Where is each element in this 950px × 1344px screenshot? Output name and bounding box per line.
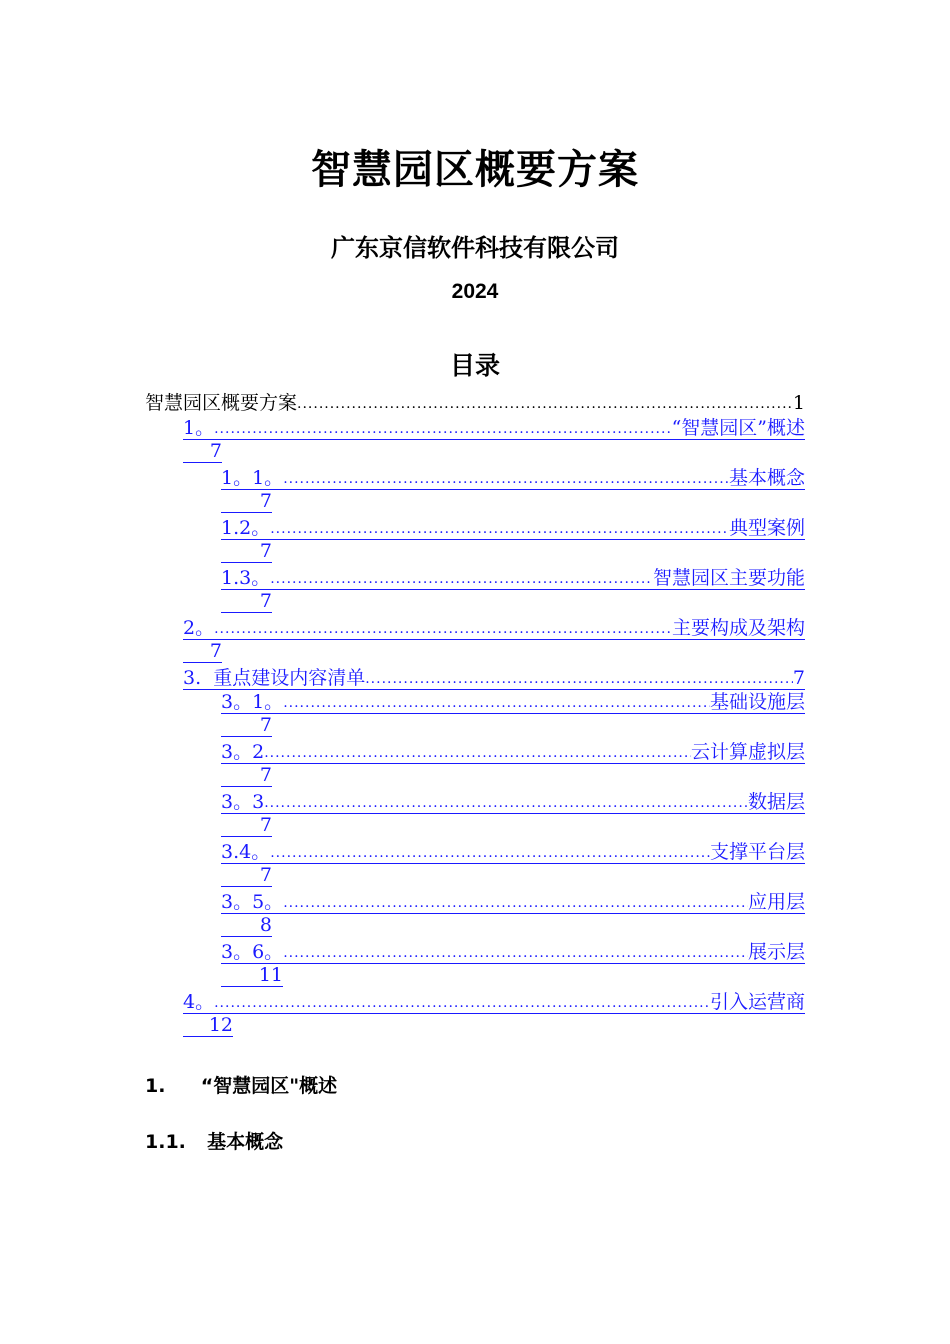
toc-entry-3-2-page[interactable]: 7 — [221, 764, 272, 787]
toc-leader — [270, 843, 710, 863]
toc-leader — [283, 469, 729, 489]
toc-leader — [270, 569, 653, 589]
toc-root-label: 智慧园区概要方案 — [145, 392, 298, 414]
toc-root-row — [145, 392, 805, 414]
section-heading-1-1 — [145, 1127, 283, 1154]
toc-entry-label: 数据层 — [747, 791, 805, 813]
toc-entry-label: 基础设施层 — [709, 691, 805, 713]
toc-entry-3-5-page[interactable]: 8 — [221, 914, 272, 937]
toc-leader — [283, 943, 748, 963]
toc-entry-3[interactable] — [183, 667, 805, 689]
toc-entry-page: 7 — [792, 667, 805, 689]
toc-root-page: 1 — [792, 392, 805, 414]
toc-entry-label: 基本概念 — [728, 467, 805, 489]
toc-entry-number: 1.3。 — [221, 567, 271, 589]
toc-leader — [365, 669, 793, 689]
toc-entry-label: 展示层 — [747, 941, 805, 963]
toc-entry-1[interactable] — [183, 417, 805, 439]
toc-entry-number: 1。 — [183, 417, 215, 439]
toc-entry-1-1[interactable] — [221, 467, 805, 489]
toc-entry-1-3[interactable] — [221, 567, 805, 589]
toc-entry-number: 1。1。 — [221, 467, 284, 489]
toc-entry-label: “智慧园区”概述 — [671, 417, 805, 439]
toc-entry-label: 云计算虚拟层 — [690, 741, 805, 763]
toc-entry-4-page[interactable]: 12 — [183, 1014, 233, 1037]
toc-leader — [283, 693, 710, 713]
toc-entry-1-page[interactable]: 7 — [183, 440, 222, 463]
toc-entry-3-3[interactable] — [221, 791, 805, 813]
toc-entry-number: 2。 — [183, 617, 215, 639]
toc-entry-number: 3。2 — [221, 741, 265, 763]
toc-entry-2-page[interactable]: 7 — [183, 640, 222, 663]
toc-entry-label: 主要构成及架构 — [671, 617, 805, 639]
toc-leader — [214, 993, 710, 1013]
toc-entry-number: 3.4。 — [221, 841, 271, 863]
section-number: 1. — [145, 1075, 166, 1097]
toc-entry-3-6-page[interactable]: 11 — [221, 964, 283, 987]
toc-entry-3-1[interactable] — [221, 691, 805, 713]
toc-entry-label: 支撑平台层 — [709, 841, 805, 863]
toc-entry-number: 3。1。 — [221, 691, 284, 713]
toc-entry-3-6[interactable] — [221, 941, 805, 963]
toc-entry-label: 智慧园区主要功能 — [652, 567, 805, 589]
toc-entry-number: 1.2。 — [221, 517, 271, 539]
toc-entry-3-3-page[interactable]: 7 — [221, 814, 272, 837]
toc-entry-1-2[interactable] — [221, 517, 805, 539]
toc-entry-1-3-page[interactable]: 7 — [221, 590, 272, 613]
toc-leader — [214, 419, 671, 439]
toc-leader — [270, 519, 729, 539]
document-year: 2024 — [451, 280, 499, 303]
toc-entry-1-1-page[interactable]: 7 — [221, 490, 272, 513]
toc-entry-3-4[interactable] — [221, 841, 805, 863]
section-number: 1.1. — [145, 1131, 186, 1153]
toc-entry-number: 3。5。 — [221, 891, 284, 913]
document-title: 智慧园区概要方案 — [311, 147, 639, 193]
toc-entry-3-2[interactable] — [221, 741, 805, 763]
section-title: 基本概念 — [207, 1131, 284, 1153]
toc-heading: 目录 — [449, 351, 500, 380]
toc-entry-3-1-page[interactable]: 7 — [221, 714, 272, 737]
toc-leader — [283, 893, 748, 913]
toc-entry-number: 3。6。 — [221, 941, 284, 963]
toc-entry-4[interactable] — [183, 991, 805, 1013]
toc-entry-3-5[interactable] — [221, 891, 805, 913]
toc-entry-3-4-page[interactable]: 7 — [221, 864, 272, 887]
section-title: “智慧园区"概述 — [200, 1075, 338, 1097]
toc-entry-number: 3。3 — [221, 791, 265, 813]
toc-entry-label: 3. 重点建设内容清单 — [183, 667, 366, 689]
company-name: 广东京信软件科技有限公司 — [331, 234, 619, 262]
toc-entry-label: 应用层 — [747, 891, 805, 913]
toc-entry-label: 引入运营商 — [709, 991, 805, 1013]
toc-entry-number: 4。 — [183, 991, 215, 1013]
toc-leader — [264, 743, 691, 763]
toc-leader — [214, 619, 672, 639]
toc-entry-label: 典型案例 — [728, 517, 805, 539]
section-heading-1 — [145, 1071, 337, 1098]
toc-entry-1-2-page[interactable]: 7 — [221, 540, 272, 563]
toc-leader — [297, 394, 793, 414]
toc-leader — [264, 793, 748, 813]
toc-entry-2[interactable] — [183, 617, 805, 639]
